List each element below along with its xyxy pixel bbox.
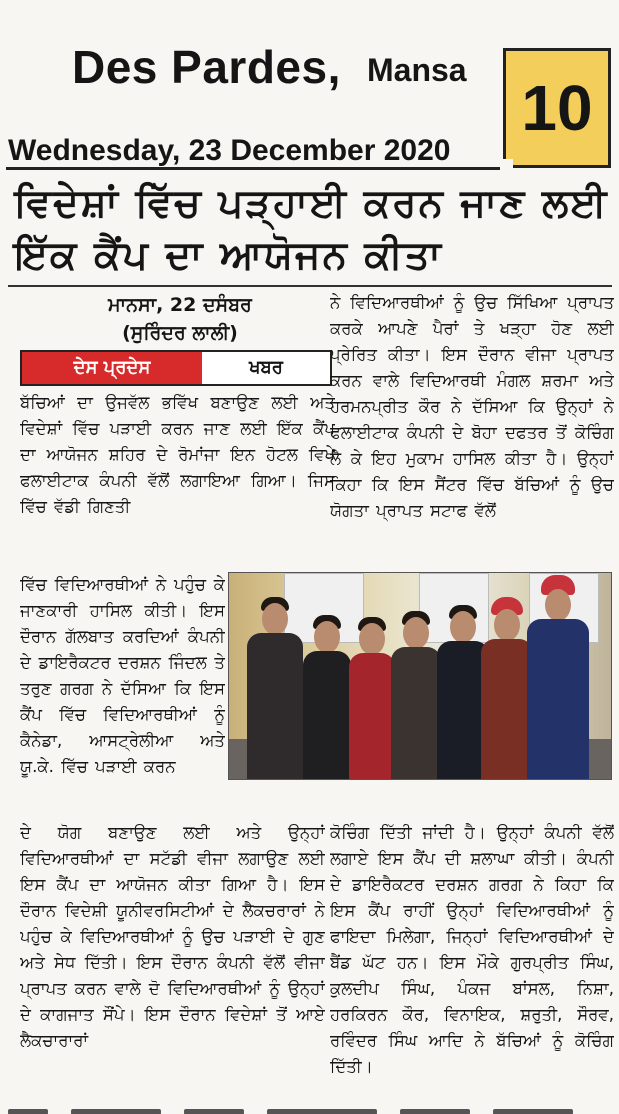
category-tag <box>20 350 332 386</box>
person-head <box>314 621 340 653</box>
person-body <box>527 619 589 779</box>
page-number: 10 <box>521 72 593 144</box>
person-body <box>303 651 351 779</box>
page-number-box <box>503 48 611 168</box>
person-figure <box>349 609 395 779</box>
person-head <box>359 623 385 655</box>
headline-divider <box>8 285 612 287</box>
headline: ਵਿਦੇਸ਼ਾਂ ਵਿੱਚ ਪੜ੍ਹਾਈ ਕਰਨ ਜਾਣ ਲਈ ਇੱਕ ਕੈਂਪ ਦਾ ਆਯੋਜਨ ਕੀਤਾ <box>14 181 609 278</box>
article-column-left-mid: ਵਿੱਚ ਵਿਦਿਆਰਥੀਆਂ ਨੇ ਪਹੁੰਚ ਕੇ ਜਾਣਕਾਰੀ ਹਾਸਿਲ ਕੀਤੀ। ਇਸ ਦੌਰਾਨ ਗੱਲਬਾਤ ਕਰਦਿਆਂ ਕੰਪਨੀ ਦੇ ਡਾਇਰੈਕਟਰ ਦਰਸ਼ਨ ਜਿੰਦਲ ਤੇ ਤਰੁਣ ਗਰਗ ਨੇ ਦੱਸਿਆ ਕਿ ਇਸ ਕੈਂਪ ਵਿੱਚ ਵਿਦਿਆਰਥੀਆਂ ਨੂੰ ਕੈਨੇਡਾ, ਆਸਟ੍ਰੇਲੀਆ ਅਤੇ ਯੂ.ਕੇ. ਵਿੱਚ ਪੜਾਈ ਕਰਨ <box>20 575 225 776</box>
person-body <box>349 653 395 779</box>
issue-date: Wednesday, 23 December 2020 <box>8 134 451 167</box>
person-head <box>545 589 571 621</box>
tag-type: ਖਬਰ <box>202 352 330 384</box>
person-head <box>450 611 476 643</box>
person-figure <box>303 607 351 779</box>
cropped-text-fragment <box>71 1109 161 1114</box>
paper-name: Des Pardes, <box>72 41 341 93</box>
article-column-bottom-right: ਕੋਚਿੰਗ ਦਿੱਤੀ ਜਾਂਦੀ ਹੈ। ਉਨ੍ਹਾਂ ਕੰਪਨੀ ਵੱਲੋਂ ਲਗਾਏ ਇਸ ਕੈਂਪ ਦੀ ਸ਼ਲਾਘਾ ਕੀਤੀ। ਕੰਪਨੀ ਦੇ ਡਾਇਰੈਕਟਰ ਦਰਸ਼ਨ ਗਰਗ ਨੇ ਕਿਹਾ ਕਿ ਇਸ ਕੈਂਪ ਰਾਹੀਂ ਉਨ੍ਹਾਂ ਵਿਦਿਆਰਥੀਆਂ ਨੂੰ ਫਾਇਦਾ ਮਿਲੇਗਾ, ਜਿਨ੍ਹਾਂ ਵਿਦਿਆਰਥੀਆਂ ਦੇ ਬੈਂਡ ਘੱਟ ਹਨ। ਇਸ ਮੌਕੇ ਗੁਰਪ੍ਰੀਤ ਸਿੰਘ, ਕੁਲਦੀਪ ਸਿੰਘ, ਪੰਕਜ ਬਾਂਸਲ, ਨਿਸ਼ਾ, ਹਰਕਿਰਨ ਕੌਰ, ਵਿਨਾਇਕ, ਸ਼ਰੁਤੀ, ਸੌਰਵ, ਰਵਿੰਦਰ ਸਿੰਘ ਆਦਿ ਨੇ ਬੱਚਿਆਂ ਨੂੰ ਕੋਚਿੰਗ ਦਿੱਤੀ। <box>330 823 614 1076</box>
cropped-text-fragment <box>8 1109 48 1114</box>
person-head <box>494 609 520 641</box>
date-rule-divider <box>6 167 500 170</box>
person-figure <box>391 603 441 779</box>
masthead <box>0 0 619 170</box>
person-head <box>262 603 288 635</box>
article-column-bottom-left: ਦੇ ਯੋਗ ਬਣਾਉਣ ਲਈ ਅਤੇ ਉਨ੍ਹਾਂ ਵਿਦਿਆਰਥੀਆਂ ਦਾ ਸਟੱਡੀ ਵੀਜਾ ਲਗਾਉਣ ਲਈ ਇਸ ਕੈਂਪ ਦਾ ਆਯੋਜਨ ਕੀਤਾ ਗਿਆ ਹੈ। ਇਸ ਦੌਰਾਨ ਵਿਦੇਸ਼ੀ ਯੂਨੀਵਰਸਿਟੀਆਂ ਦੇ ਲੈਕਚਰਾਰਾਂ ਨੇ ਪਹੁੰਚ ਕੇ ਵਿਦਿਆਰਥੀਆਂ ਨੂੰ ਉਚ ਪੜਾਈ ਦੇ ਗੁਣ ਅਤੇ ਸੇਧ ਦਿੱਤੀ। ਇਸ ਦੌਰਾਨ ਕੰਪਨੀ ਵੱਲੋਂ ਵੀਜਾ ਪ੍ਰਾਪਤ ਕਰਨ ਵਾਲੇ ਦੋ ਵਿਦਿਆਰਥੀਆਂ ਨੂੰ ਉਨ੍ਹਾਂ ਦੇ ਕਾਗਜਾਤ ਸੌਂਪੇ। ਇਸ ਦੌਰਾਨ ਵਿਦੇਸ਼ਾਂ ਤੋਂ ਆਏ ਲੈਕਚਾਰਾਰਾਂ <box>20 823 325 1050</box>
cropped-text-fragment <box>184 1109 244 1114</box>
event-photo <box>228 572 612 780</box>
dateline-author: (ਸੁਰਿੰਦਰ ਲਾਲੀ) <box>122 322 238 344</box>
person-body <box>391 647 441 779</box>
tag-source: ਦੇਸ ਪ੍ਰਦੇਸ <box>22 352 202 384</box>
person-head <box>403 617 429 649</box>
person-figure <box>481 593 533 779</box>
person-figure <box>247 589 303 779</box>
cropped-text-fragment <box>267 1109 377 1114</box>
article-column-right-top: ਨੇ ਵਿਦਿਆਰਥੀਆਂ ਨੂੰ ਉਚ ਸਿੱਖਿਆ ਪ੍ਰਾਪਤ ਕਰਕੇ ਆਪਣੇ ਪੈਰਾਂ ਤੇ ਖੜ੍ਹਾ ਹੋਣ ਲਈ ਪ੍ਰੇਰਿਤ ਕੀਤਾ। ਇਸ ਦੌਰਾਨ ਵੀਜਾ ਪ੍ਰਾਪਤ ਕਰਨ ਵਾਲੇ ਵਿਦਿਆਰਥੀ ਮੰਗਲ ਸ਼ਰਮਾ ਅਤੇ ਹਰਮਨਪ੍ਰੀਤ ਕੌਰ ਨੇ ਦੱਸਿਆ ਕਿ ਉਨ੍ਹਾਂ ਨੇ ਫਲਾਈਟਾਕ ਕੰਪਨੀ ਦੇ ਬੋਹਾ ਦਫਤਰ ਤੋਂ ਕੋਚਿੰਗ ਲੈ ਕੇ ਇਹ ਮੁਕਾਮ ਹਾਸਿਲ ਕੀਤਾ ਹੈ। ਉਨ੍ਹਾਂ ਕਿਹਾ ਕਿ ਇਸ ਸੈਂਟਰ ਵਿੱਚ ਬੱਚਿਆਂ ਨੂੰ ਉਚ ਯੋਗਤਾ ਪ੍ਰਾਪਤ ਸਟਾਫ ਵੱਲੋਂ <box>330 293 614 520</box>
article-column-left-top: ਬੱਚਿਆਂ ਦਾ ਉਜਵੱਲ ਭਵਿੱਖ ਬਣਾਉਣ ਲਈ ਅਤੇ ਵਿਦੇਸ਼ਾਂ ਵਿੱਚ ਪੜਾਈ ਕਰਨ ਜਾਣ ਲਈ ਇੱਕ ਕੈਂਪ ਦਾ ਆਯੋਜਨ ਸ਼ਹਿਰ ਦੇ ਰੋਮਾਂਜਾ ਇਨ ਹੋਟਲ ਵਿਖੇ ਫਲਾਈਟਾਕ ਕੰਪਨੀ ਵੱਲੋਂ ਲਗਾਇਆ ਗਿਆ। ਜਿਸ ਵਿੱਚ ਵੱਡੀ ਗਿਣਤੀ <box>20 393 335 516</box>
person-body <box>481 639 533 779</box>
cropped-text-fragment <box>493 1109 573 1114</box>
paper-city: Mansa <box>367 52 467 88</box>
person-figure <box>527 573 589 779</box>
person-body <box>247 633 303 779</box>
next-article-edge <box>8 1100 612 1114</box>
dateline-place: ਮਾਨਸਾ, 22 ਦਸੰਬਰ <box>108 294 252 316</box>
cropped-text-fragment <box>400 1109 470 1114</box>
